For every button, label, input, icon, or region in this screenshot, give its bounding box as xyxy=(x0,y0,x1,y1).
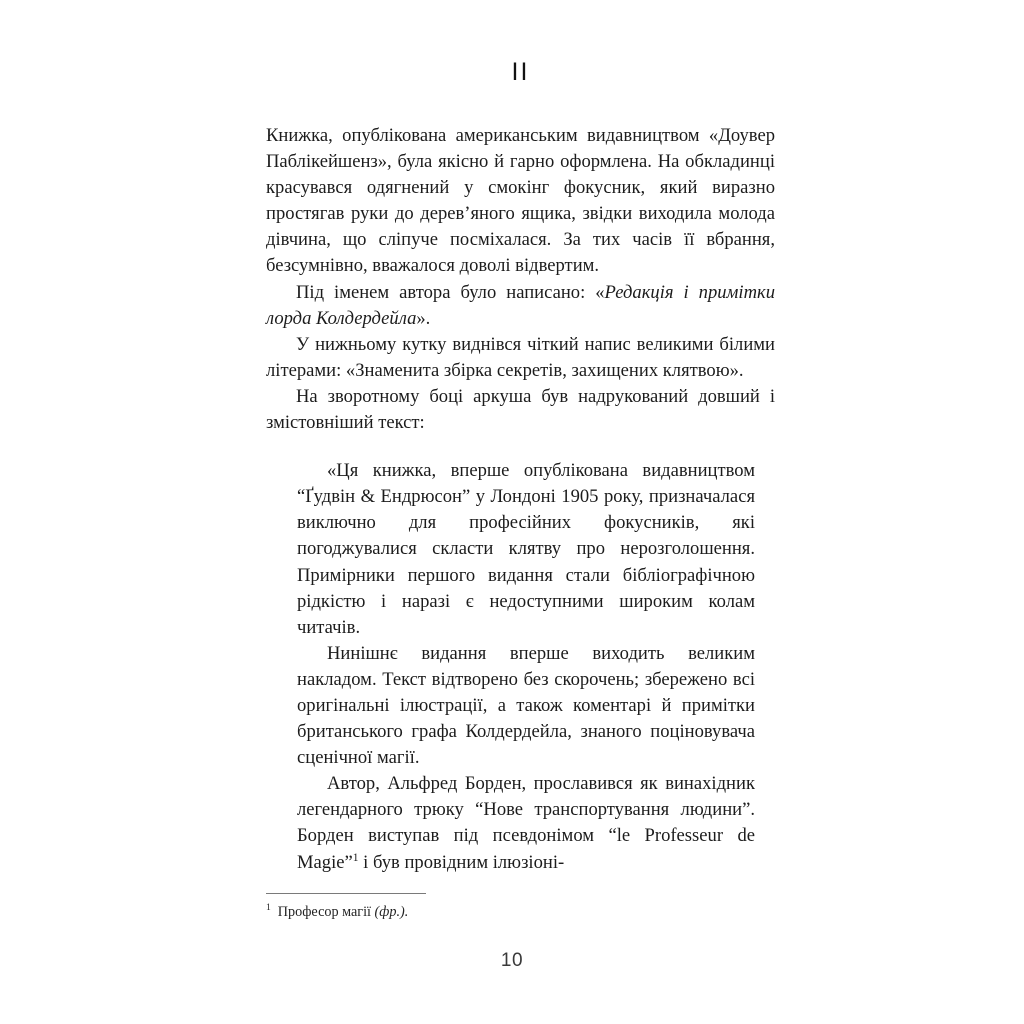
paragraph-3: У нижньому кутку виднівся чіткий напис великими білими літерами: «Знаменита збірка секретів, захищених клятвою». xyxy=(266,333,775,381)
footnote-text: Професор магії xyxy=(277,904,375,920)
book-title-italic: Редакція і примітки лорда Колдердейла xyxy=(266,281,775,329)
footnote-area xyxy=(266,893,775,921)
footnote-source-italic: (фр.). xyxy=(374,904,409,920)
chapter-heading: II xyxy=(511,58,530,86)
paragraph-2 xyxy=(266,280,775,332)
quote-paragraph-2: Нинішнє видання вперше виходить великим накладом. Текст відтворено без скорочень; збережено всі оригінальні ілюстрації, а також коментарі й примітки британського графа Колдердейла, знаного поціновувача сценічної магії. xyxy=(297,642,755,769)
quote-1-part-1: «Ця книжка, вперше опублікована видавництвом “Ґудвін & Ендрюсон” у Лондоні xyxy=(297,460,755,508)
quote-paragraph-3 xyxy=(297,771,755,875)
paragraph-1: Книжка, опублікована американським видавництвом «Доувер Паблікейшенз», була якісно й гарно оформлена. На обкладинці красувався одягнений у смокінг фокусник, який виразно простягав руки до дерев’яного ящика, звідки виходила молода дівчина, що сліпуче посміхалася. За тих часів її вбрання, безсумнівно, вважалося доволі відвертим. xyxy=(266,125,775,277)
quote-paragraph-1 xyxy=(297,458,755,641)
paragraph-2-lead: Під іменем автора було написано: « xyxy=(296,281,605,303)
quote-3-part-1: Автор, Альфред Борден, прославився як винахідник легендарного трюку “Нове транспортування людини”. Борден виступав під псевдонімом “le Professeur de Magie” xyxy=(297,773,755,873)
quote-1-part-2: року, призначалася виключно для професійних фокусників, які погоджувалися скласти клятву про нерозголошення. Примірники першого видання стали бібліографічною рідкістю і наразі є недоступними широким колам читачів. xyxy=(297,486,755,638)
quote-3-part-2: і був провідним ілюзіоні- xyxy=(358,851,565,873)
footnote-reference-marker[interactable]: 1 xyxy=(352,851,359,864)
paragraph-4: На зворотному боці аркуша був надрукований довший і змістовніший текст: xyxy=(266,385,775,434)
page-number: 10 xyxy=(500,950,524,971)
paragraph-2-tail: ». xyxy=(416,307,431,329)
publication-year: 1905 xyxy=(561,486,599,508)
block-quote xyxy=(266,458,775,876)
footnote-entry xyxy=(266,903,775,921)
footnote-separator-rule xyxy=(266,893,426,894)
footnote-number: 1 xyxy=(266,902,271,914)
text-column xyxy=(266,60,775,876)
